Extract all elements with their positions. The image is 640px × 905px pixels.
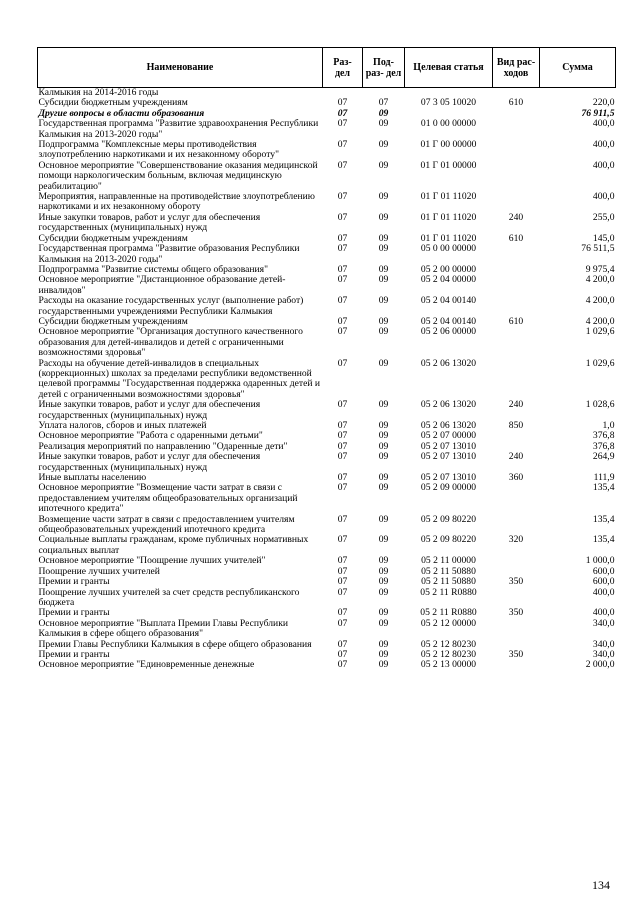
cell-podrazdel: 09 <box>378 440 389 452</box>
cell-vid <box>493 660 540 670</box>
cell-sum: 340,0 <box>592 648 615 660</box>
cell-name: Премии и гранты <box>38 576 110 588</box>
cell-vid <box>493 192 540 213</box>
cell-target: 05 2 07 00000 <box>420 430 477 442</box>
cell-vid: 240 <box>508 211 524 223</box>
cell-name: Уплата налогов, сборов и иных платежей <box>38 420 207 431</box>
cell-sum: 400,0 <box>592 607 615 619</box>
table-row <box>38 619 616 640</box>
cell-target: 05 2 04 00140 <box>420 295 477 307</box>
cell-vid: 320 <box>508 534 524 546</box>
cell-razdel: 07 <box>337 638 348 650</box>
cell-podrazdel: 09 <box>378 357 389 369</box>
cell-name: Основное мероприятие "Единовременные денежные <box>38 659 255 671</box>
cell-target: 05 2 09 80220 <box>420 534 477 546</box>
cell-podrazdel: 09 <box>378 211 389 223</box>
table-row <box>38 359 616 401</box>
cell-target: 05 2 07 13010 <box>420 451 477 463</box>
cell-vid: 350 <box>508 576 524 588</box>
cell-podrazdel: 09 <box>378 534 389 546</box>
cell-vid: 610 <box>508 315 524 327</box>
cell-sum: 4 200,0 <box>585 315 615 327</box>
cell-razdel: 07 <box>337 357 348 369</box>
cell-sum: 135,4 <box>592 513 615 525</box>
cell-target: 05 2 04 00140 <box>420 315 477 327</box>
cell-podrazdel: 09 <box>378 399 389 411</box>
cell-vid: 360 <box>508 472 524 484</box>
cell-name: Другие вопросы в области образования <box>38 107 205 119</box>
cell-vid <box>493 109 540 119</box>
cell-sum: 145,0 <box>592 232 615 244</box>
cell-razdel: 07 <box>337 243 348 255</box>
table-row <box>38 296 616 317</box>
cell-target: 07 3 05 10020 <box>420 97 477 109</box>
table-row <box>38 213 616 234</box>
table-row <box>38 400 616 421</box>
cell-sum: 400,0 <box>592 139 615 151</box>
header-sum: Сумма <box>540 48 616 88</box>
cell-vid: 350 <box>508 607 524 619</box>
cell-razdel: 07 <box>337 555 348 567</box>
cell-podrazdel: 09 <box>378 232 389 244</box>
cell-name: Премии и гранты <box>38 648 110 660</box>
cell-vid: 240 <box>508 451 524 463</box>
cell-razdel: 07 <box>337 118 348 130</box>
table-header-row <box>38 48 616 88</box>
cell-sum: 111,9 <box>593 472 615 484</box>
cell-podrazdel: 09 <box>378 576 389 588</box>
table-row <box>38 535 616 556</box>
cell-podrazdel: 09 <box>378 617 389 629</box>
header-name: Наименование <box>38 48 323 88</box>
cell-sum: 76 911,5 <box>581 107 615 119</box>
cell-sum: 600,0 <box>592 576 615 588</box>
cell-razdel: 07 <box>337 295 348 307</box>
cell-name: Возмещение части затрат в связи с предоставлением учителям общеобразовательных учреждений ипотечного кредита <box>38 513 295 536</box>
cell-name: Премии и гранты <box>38 607 110 619</box>
cell-sum: 2 000,0 <box>585 659 615 671</box>
cell-razdel: 07 <box>337 315 348 327</box>
cell-target: 01 Г 01 11020 <box>420 191 477 203</box>
cell-podrazdel: 09 <box>378 659 389 671</box>
cell-razdel: 07 <box>337 232 348 244</box>
cell-name: Иные закупки товаров, работ и услуг для обеспечения государственных (муниципальных) нужд <box>38 451 261 473</box>
cell-podrazdel: 09 <box>378 243 389 255</box>
cell-name: Государственная программа "Развитие здравоохранения Республики Калмыкия на 2013-2020 годы" <box>38 118 319 140</box>
cell-sum: 135,4 <box>592 482 615 494</box>
table-row <box>38 161 616 192</box>
cell-target: 05 2 06 13020 <box>420 357 477 369</box>
cell-razdel: 07 <box>337 576 348 588</box>
table-row <box>38 483 616 514</box>
table-row <box>38 192 616 213</box>
cell-razdel: 07 <box>337 482 348 494</box>
cell-target: 05 2 11 R0880 <box>420 586 477 598</box>
cell-name: Подпрограмма "Комплексные меры противодействия злоупотреблению наркотиками и их незаконному обороту" <box>38 139 279 161</box>
cell-vid <box>493 515 540 536</box>
cell-vid: 240 <box>508 399 524 411</box>
cell-podrazdel: 09 <box>378 555 389 567</box>
cell-sum: 400,0 <box>592 159 615 171</box>
cell-razdel: 07 <box>337 211 348 223</box>
cell-name: Основное мероприятие "Дистанционное образование детей-инвалидов" <box>38 274 286 296</box>
cell-target: 05 0 00 00000 <box>420 243 477 255</box>
cell-sum: 264,9 <box>592 451 615 463</box>
cell-sum: 1 029,6 <box>585 357 615 369</box>
cell-target: 05 2 06 00000 <box>420 326 477 338</box>
cell-name: Реализация мероприятий по направлению "Одаренные дети" <box>38 440 288 452</box>
table-row <box>38 660 616 670</box>
cell-podrazdel: 09 <box>378 565 389 577</box>
cell-podrazdel: 09 <box>378 607 389 619</box>
cell-sum: 376,8 <box>592 440 615 452</box>
cell-podrazdel: 09 <box>378 159 389 171</box>
cell-vid: 610 <box>508 97 524 109</box>
cell-podrazdel: 09 <box>378 482 389 494</box>
cell-podrazdel: 09 <box>378 513 389 525</box>
cell-name: Основное мероприятие "Работа с одаренными детьми" <box>38 430 263 442</box>
cell-target: 05 2 04 00000 <box>420 274 477 286</box>
cell-name: Субсидии бюджетным учреждениям <box>38 232 188 244</box>
cell-name: Основное мероприятие "Выплата Премии Главы Республики Калмыкия в сфере общего образования" <box>38 617 288 640</box>
cell-sum: 400,0 <box>592 191 615 203</box>
cell-razdel: 07 <box>337 399 348 411</box>
cell-razdel: 07 <box>337 107 348 119</box>
cell-vid: 610 <box>508 232 524 244</box>
cell-target: 05 2 07 13010 <box>420 440 477 452</box>
cell-name: Иные закупки товаров, работ и услуг для обеспечения государственных (муниципальных) нужд <box>38 211 261 234</box>
cell-target: 05 2 11 00000 <box>421 555 476 567</box>
cell-sum: 1 000,0 <box>585 555 615 567</box>
cell-razdel: 07 <box>337 97 348 109</box>
table-row <box>38 244 616 265</box>
cell-sum: 4 200,0 <box>585 274 615 286</box>
cell-razdel: 07 <box>337 659 348 671</box>
cell-vid <box>493 556 540 566</box>
cell-name: Основное мероприятие "Совершенствование оказания медицинской помощи наркологическим больным, включая медицинскую реабилитацию" <box>38 159 318 192</box>
cell-razdel: 07 <box>337 472 348 484</box>
cell-target: 01 Г 01 11020 <box>420 232 477 244</box>
cell-name: Калмыкия на 2014-2016 годы <box>38 87 159 98</box>
cell-target: 05 2 06 13020 <box>420 420 477 431</box>
table-row <box>38 567 616 577</box>
cell-vid <box>493 140 540 161</box>
cell-target: 05 2 07 13010 <box>420 472 477 484</box>
cell-name: Основное мероприятие "Организация доступного качественного образования для детей-инвалидов и детей с ограниченными возможностями здоровья" <box>38 326 303 359</box>
cell-target: 05 2 12 80230 <box>420 638 477 650</box>
cell-sum: 220,0 <box>592 97 615 109</box>
cell-razdel: 07 <box>337 263 348 275</box>
cell-vid: 350 <box>508 648 524 660</box>
cell-vid: 850 <box>508 420 524 431</box>
cell-vid <box>493 483 540 514</box>
cell-target: 05 2 11 50880 <box>421 576 476 588</box>
cell-target: 05 2 11 R0880 <box>420 607 477 619</box>
cell-name: Мероприятия, направленные на противодействие злоупотреблению наркотиками и их незаконному обороту <box>38 191 315 213</box>
cell-name: Государственная программа "Развитие образования Республики Калмыкия на 2013-2020 годы" <box>38 243 300 265</box>
cell-sum: 76 511,5 <box>581 243 615 255</box>
cell-podrazdel: 09 <box>378 648 389 660</box>
cell-vid <box>493 359 540 401</box>
cell-name: Премии Главы Республики Калмыкия в сфере общего образования <box>38 638 312 650</box>
cell-razdel: 07 <box>337 648 348 660</box>
cell-target: 01 Г 01 11020 <box>420 211 477 223</box>
cell-razdel: 07 <box>337 534 348 546</box>
cell-sum: 9 975,4 <box>585 263 615 275</box>
page-number: 134 <box>592 878 610 892</box>
cell-podrazdel: 09 <box>378 274 389 286</box>
cell-vid <box>493 275 540 296</box>
cell-podrazdel: 09 <box>378 451 389 463</box>
header-podrazdel: Под- раз- дел <box>363 48 405 88</box>
cell-razdel: 07 <box>337 420 348 431</box>
cell-sum: 1 028,6 <box>585 399 615 411</box>
cell-vid <box>493 588 540 609</box>
table-row <box>38 577 616 587</box>
cell-sum: 4 200,0 <box>585 295 615 307</box>
header-razdel: Раз- дел <box>323 48 363 88</box>
cell-podrazdel: 09 <box>378 586 389 598</box>
budget-table <box>37 47 616 671</box>
cell-name: Основное мероприятие "Возмещение части затрат в связи с предоставлением учителям общеобразовательных организаций ипотечного кредита" <box>38 482 298 515</box>
cell-sum: 1,0 <box>602 420 615 431</box>
cell-vid <box>493 119 540 140</box>
cell-name: Иные выплаты населению <box>38 472 147 484</box>
cell-razdel: 07 <box>337 139 348 151</box>
cell-podrazdel: 09 <box>378 430 389 442</box>
cell-name: Основное мероприятие "Поощрение лучших учителей" <box>38 555 266 567</box>
cell-name: Субсидии бюджетным учреждениям <box>38 315 188 327</box>
table-row <box>38 275 616 296</box>
cell-vid <box>493 296 540 317</box>
cell-name: Социальные выплаты гражданам, кроме публичных нормативных социальных выплат <box>38 534 309 556</box>
cell-razdel: 07 <box>337 440 348 452</box>
table-body <box>38 88 616 671</box>
cell-razdel: 07 <box>337 565 348 577</box>
cell-target: 01 Г 01 00000 <box>420 159 477 171</box>
cell-name: Подпрограмма "Развитие системы общего образования" <box>38 263 268 275</box>
cell-target: 05 2 13 00000 <box>420 659 477 671</box>
cell-razdel: 07 <box>337 617 348 629</box>
cell-vid <box>493 244 540 265</box>
cell-podrazdel: 09 <box>378 638 389 650</box>
table-row <box>38 327 616 358</box>
cell-podrazdel: 07 <box>378 97 389 109</box>
cell-target: 05 2 00 00000 <box>420 263 477 275</box>
cell-name: Поощрение лучших учителей <box>38 565 160 577</box>
cell-podrazdel: 09 <box>378 107 389 119</box>
cell-razdel: 07 <box>337 159 348 171</box>
cell-podrazdel: 09 <box>378 295 389 307</box>
cell-podrazdel: 09 <box>378 191 389 203</box>
cell-sum: 400,0 <box>592 118 615 130</box>
cell-sum: 400,0 <box>592 586 615 598</box>
cell-vid <box>493 265 540 275</box>
cell-name: Расходы на оказание государственных услуг (выполнение работ) государственными учреждениями Республики Калмыкия <box>38 295 304 317</box>
header-target: Целевая статья <box>405 48 493 88</box>
cell-podrazdel: 09 <box>378 263 389 275</box>
cell-target: 05 2 09 80220 <box>420 513 477 525</box>
cell-target: 05 2 09 00000 <box>420 482 477 494</box>
cell-razdel: 07 <box>337 607 348 619</box>
cell-target: 05 2 12 00000 <box>420 617 477 629</box>
cell-sum: 376,8 <box>592 430 615 442</box>
cell-podrazdel: 09 <box>378 420 389 431</box>
cell-sum: 340,0 <box>592 617 615 629</box>
cell-podrazdel: 09 <box>378 139 389 151</box>
cell-sum: 600,0 <box>592 565 615 577</box>
cell-vid <box>493 161 540 192</box>
cell-razdel: 07 <box>337 513 348 525</box>
cell-podrazdel: 09 <box>378 118 389 130</box>
table-row <box>38 140 616 161</box>
cell-sum: 340,0 <box>592 638 615 650</box>
cell-vid <box>493 619 540 640</box>
cell-target: 05 2 11 50880 <box>421 565 476 577</box>
cell-podrazdel: 09 <box>378 472 389 484</box>
cell-target: 05 2 06 13020 <box>420 399 477 411</box>
table-row <box>38 640 616 650</box>
cell-razdel: 07 <box>337 326 348 338</box>
cell-razdel: 07 <box>337 191 348 203</box>
cell-sum: 1 029,6 <box>585 326 615 338</box>
cell-vid <box>493 327 540 358</box>
cell-name: Расходы на обучение детей-инвалидов в специальных (коррекционных) школах за пределами республики ведомственной целевой программы "Государственная поддержка одаренных детей и детей с ограниченными возможностями здоровья" <box>38 357 321 400</box>
cell-razdel: 07 <box>337 451 348 463</box>
cell-sum: 255,0 <box>592 211 615 223</box>
cell-razdel: 07 <box>337 430 348 442</box>
cell-target: 05 2 12 80230 <box>420 648 477 660</box>
cell-podrazdel: 09 <box>378 326 389 338</box>
cell-name: Поощрение лучших учителей за счет средств республиканского бюджета <box>38 586 300 608</box>
cell-razdel: 07 <box>337 586 348 598</box>
cell-sum: 135,4 <box>592 534 615 546</box>
cell-podrazdel: 09 <box>378 315 389 327</box>
cell-name: Иные закупки товаров, работ и услуг для обеспечения государственных (муниципальных) нужд <box>38 399 261 421</box>
table-row <box>38 515 616 536</box>
header-vid: Вид рас- ходов <box>493 48 540 88</box>
cell-target: 01 Г 00 00000 <box>420 139 477 151</box>
cell-target: 01 0 00 00000 <box>420 118 477 130</box>
table-row <box>38 452 616 473</box>
cell-razdel: 07 <box>337 274 348 286</box>
cell-vid <box>493 431 540 441</box>
table-row <box>38 588 616 609</box>
cell-name: Субсидии бюджетным учреждениям <box>38 97 188 109</box>
table-row <box>38 119 616 140</box>
